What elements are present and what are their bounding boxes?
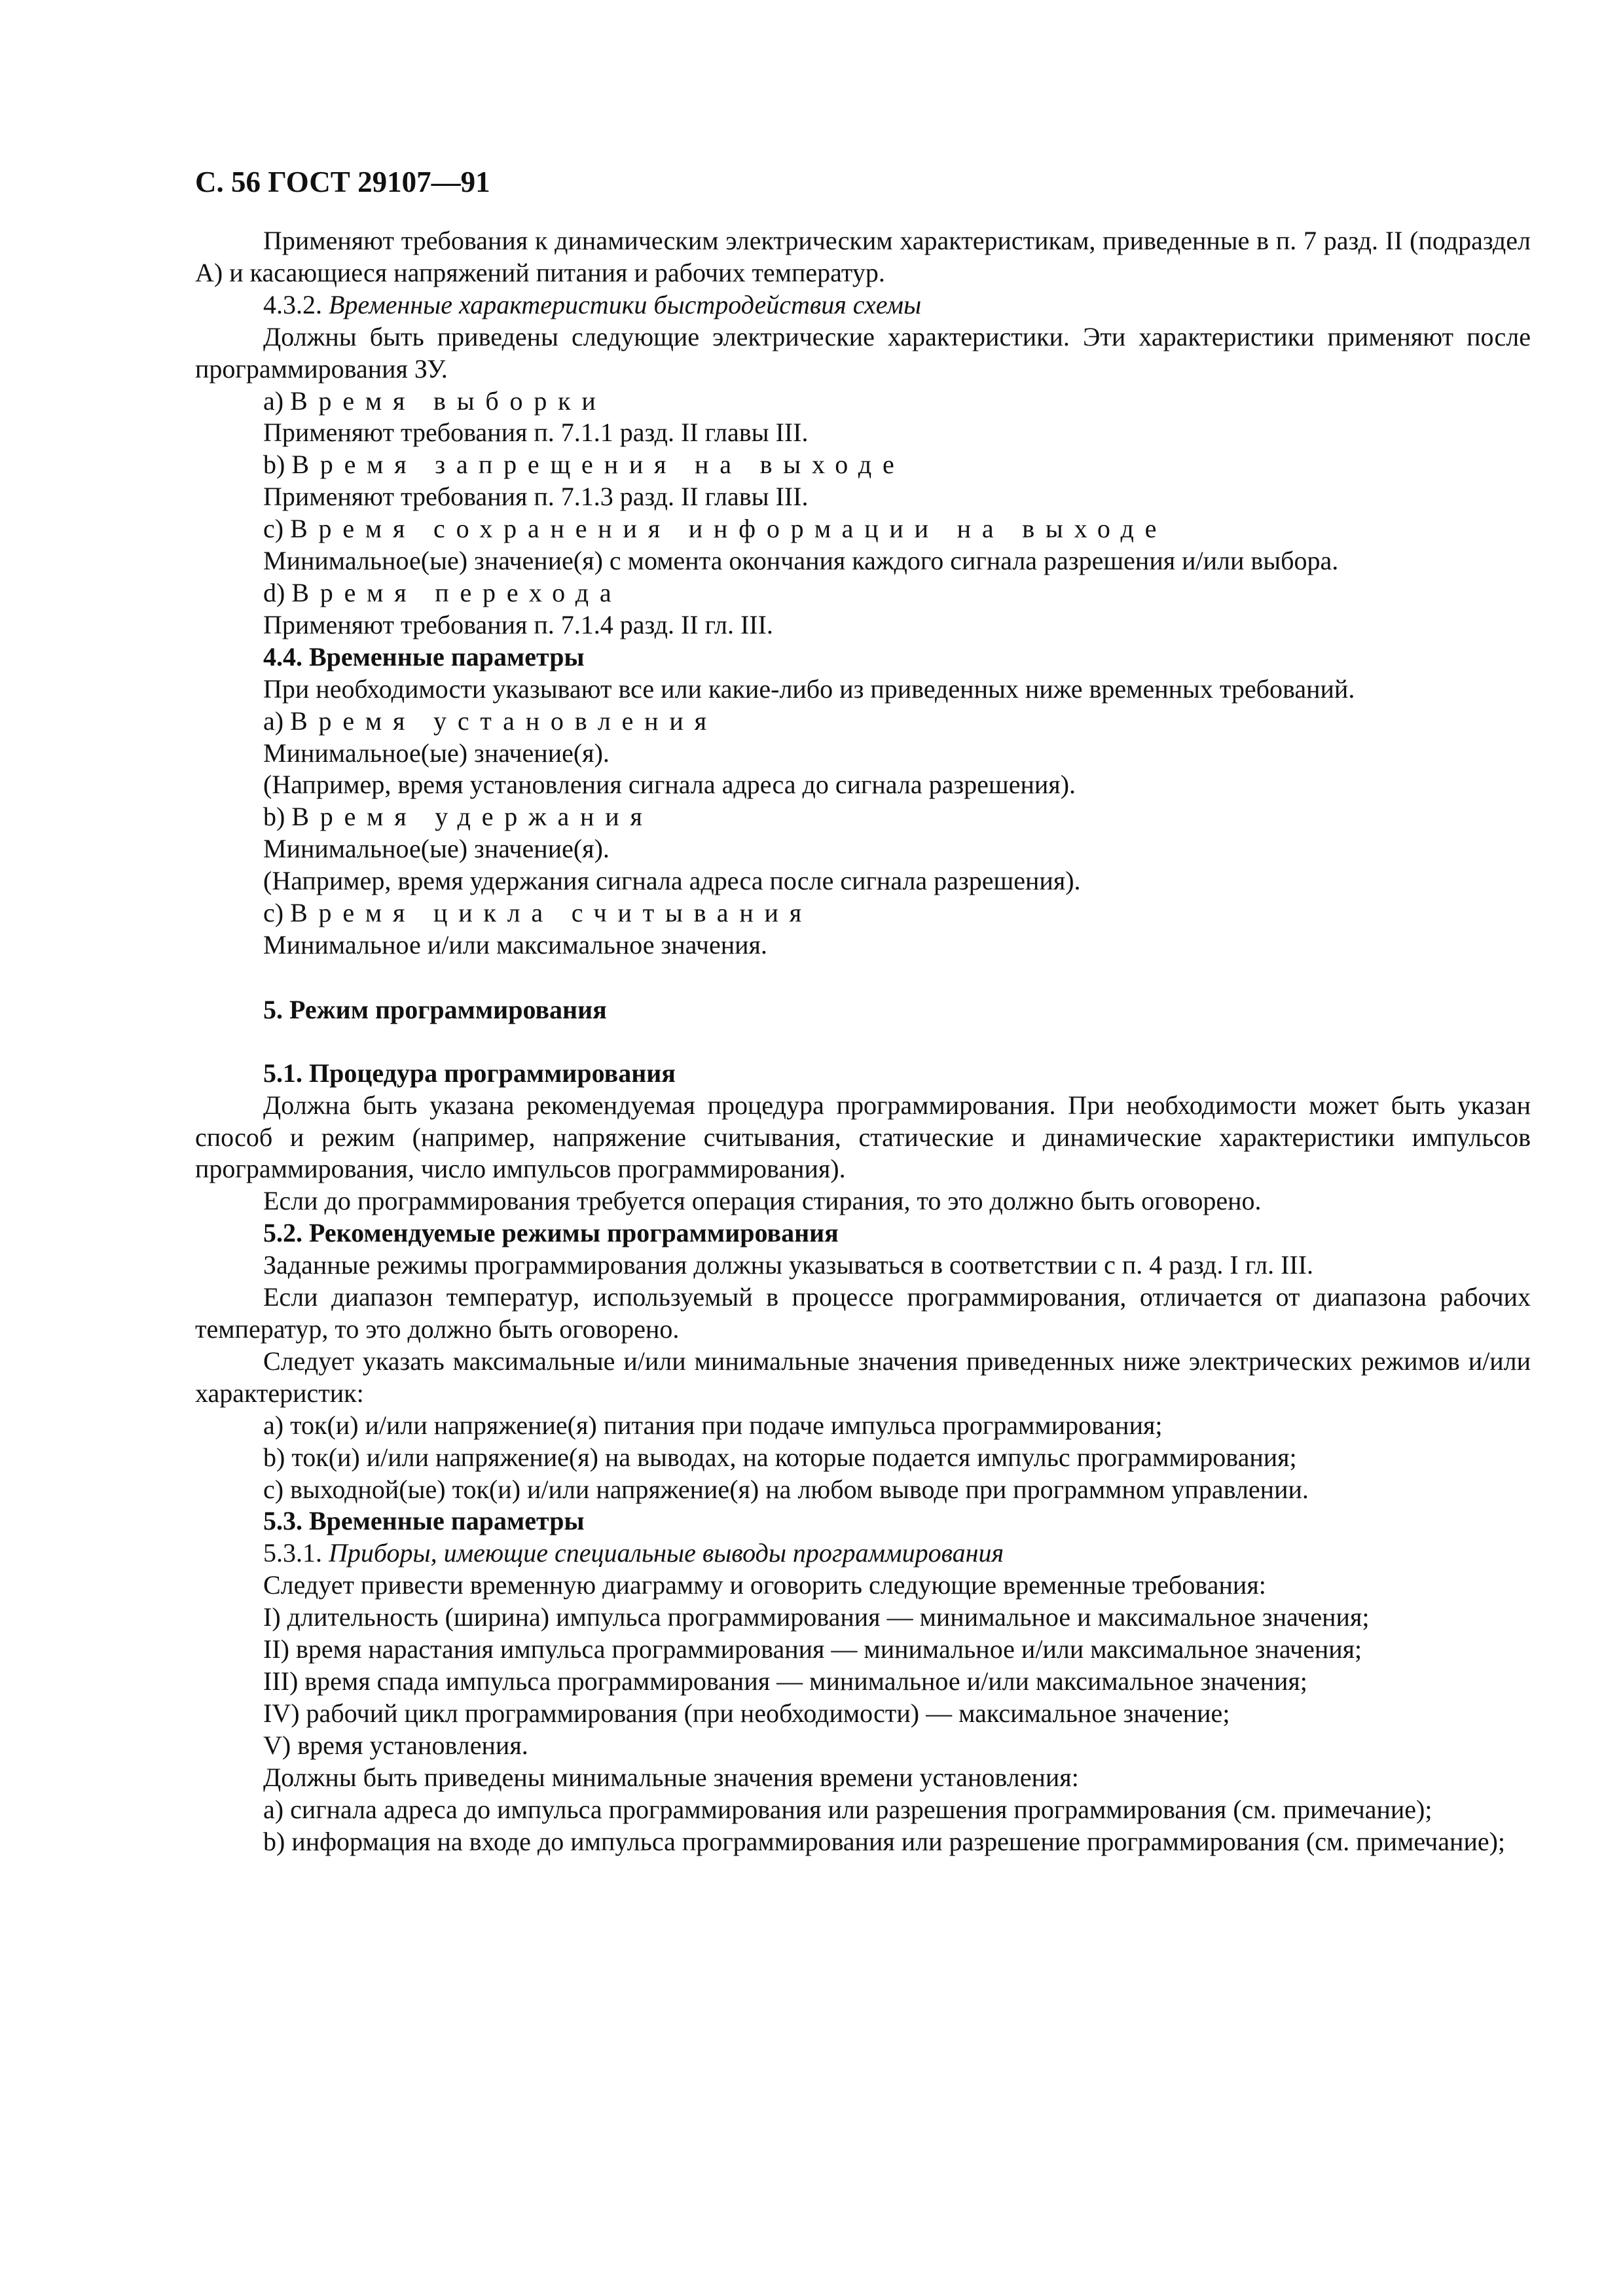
paragraph: Применяют требования п. 7.1.3 разд. II главы III. — [263, 482, 809, 512]
clause-heading: 4.4. Временные параметры — [263, 641, 585, 672]
paragraph: Следует указать максимальные и/или минимальные значения приведенных ниже электрических режимов и/или характеристик: — [195, 1346, 1531, 1408]
paragraph: Применяют требования п. 7.1.1 разд. II главы III. — [263, 418, 809, 448]
paragraph: Должны быть приведены минимальные значения времени установления: — [263, 1762, 1079, 1792]
list-item: I) длительность (ширина) импульса программирования — минимальное и максимальное значения; — [263, 1602, 1370, 1632]
paragraph: Минимальное(ые) значение(я) с момента окончания каждого сигнала разрешения и/или выбора. — [263, 546, 1339, 576]
list-item: c) Время цикла считывания — [263, 898, 812, 928]
subclause-heading — [195, 1537, 1531, 1570]
spaced-term: Время удержания — [291, 802, 653, 832]
spaced-term: Время перехода — [291, 577, 623, 607]
list-item: a) Время установления — [263, 706, 718, 736]
list-item: b) ток(и) и/или напряжение(я) на выводах, на которые подается импульс программирования; — [263, 1442, 1297, 1472]
paragraph: Применяют требования к динамическим электрическим характеристикам, приведенные в п. 7 разд. II (подраздел A) и касающиеся напряжений питания и рабочих температур. — [195, 226, 1531, 287]
paragraph: (Например, время удержания сигнала адреса после сигнала разрешения). — [263, 866, 1081, 896]
list-item: IV) рабочий цикл программирования (при необходимости) — максимальное значение; — [263, 1698, 1230, 1728]
clause-title: Приборы, имеющие специальные выводы программирования — [329, 1538, 1004, 1568]
document-page — [195, 162, 1531, 1857]
list-item: a) Время выборки — [263, 386, 607, 416]
subclause-heading — [195, 289, 1531, 321]
running-head: С. 56 ГОСТ 29107—91 — [195, 166, 490, 198]
clause-heading: 5.3. Временные параметры — [263, 1506, 585, 1536]
paragraph: Заданные режимы программирования должны указываться в соответствии с п. 4 разд. I гл. III. — [263, 1250, 1314, 1280]
list-item: a) ток(и) и/или напряжение(я) питания при подаче импульса программирования; — [263, 1410, 1163, 1440]
paragraph: Если до программирования требуется операция стирания, то это должно быть оговорено. — [263, 1186, 1262, 1216]
list-item: b) Время удержания — [263, 802, 653, 832]
list-item: b) информация на входе до импульса программирования или разрешение программирования (см. примечание); — [263, 1826, 1506, 1856]
paragraph: Должна быть указана рекомендуемая процедура программирования. При необходимости может быть указан способ и режим (например, напряжение считывания, статические и динамические характеристики импульсов программирования, число импульсов программирования). — [195, 1090, 1531, 1184]
paragraph: Следует привести временную диаграмму и оговорить следующие временные требования: — [263, 1570, 1266, 1600]
spaced-term: Время цикла считывания — [290, 898, 812, 928]
list-item: c) Время сохранения информации на выходе — [263, 514, 1168, 544]
spaced-term: Время сохранения информации на выходе — [290, 514, 1168, 544]
list-item: a) сигнала адреса до импульса программирования или разрешения программирования (см. примечание); — [263, 1794, 1432, 1824]
clause-heading: 5.2. Рекомендуемые режимы программирования — [263, 1218, 839, 1248]
spaced-term: Время запрещения на выходе — [291, 450, 905, 480]
paragraph: Минимальное(ые) значение(я). — [263, 738, 610, 768]
spaced-term: Время установления — [290, 706, 718, 736]
paragraph: Должны быть приведены следующие электрические характеристики. Эти характеристики применяют после программирования ЗУ. — [195, 321, 1531, 384]
paragraph: При необходимости указывают все или какие-либо из приведенных ниже временных требований. — [263, 673, 1355, 704]
paragraph: Применяют требования п. 7.1.4 разд. II гл. III. — [263, 609, 773, 639]
list-item: V) время установления. — [263, 1730, 528, 1760]
paragraph: (Например, время установления сигнала адреса до сигнала разрешения). — [263, 770, 1076, 800]
list-item: d) Время перехода — [263, 577, 623, 607]
list-item: c) выходной(ые) ток(и) и/или напряжение(я) на любом выводе при программном управлении. — [263, 1474, 1309, 1504]
paragraph: Если диапазон температур, используемый в процессе программирования, отличается от диапазона рабочих температур, то это должно быть оговорено. — [195, 1282, 1531, 1344]
list-item: b) Время запрещения на выходе — [263, 450, 905, 480]
paragraph: Минимальное и/или максимальное значения. — [263, 929, 767, 960]
clause-title: Временные характеристики быстродействия схемы — [329, 289, 922, 319]
list-item: II) время нарастания импульса программирования — минимальное и/или максимальное значения; — [263, 1634, 1362, 1664]
paragraph: Минимальное(ые) значение(я). — [263, 834, 610, 864]
clause-heading: 5.1. Процедура программирования — [263, 1058, 676, 1088]
list-item: III) время спада импульса программирования — минимальное и/или максимальное значения; — [263, 1666, 1307, 1696]
clause-number: 4.3.2. — [263, 289, 322, 319]
section-heading: 5. Режим программирования — [263, 994, 607, 1024]
spaced-term: Время выборки — [290, 386, 607, 416]
clause-number: 5.3.1. — [263, 1538, 322, 1568]
